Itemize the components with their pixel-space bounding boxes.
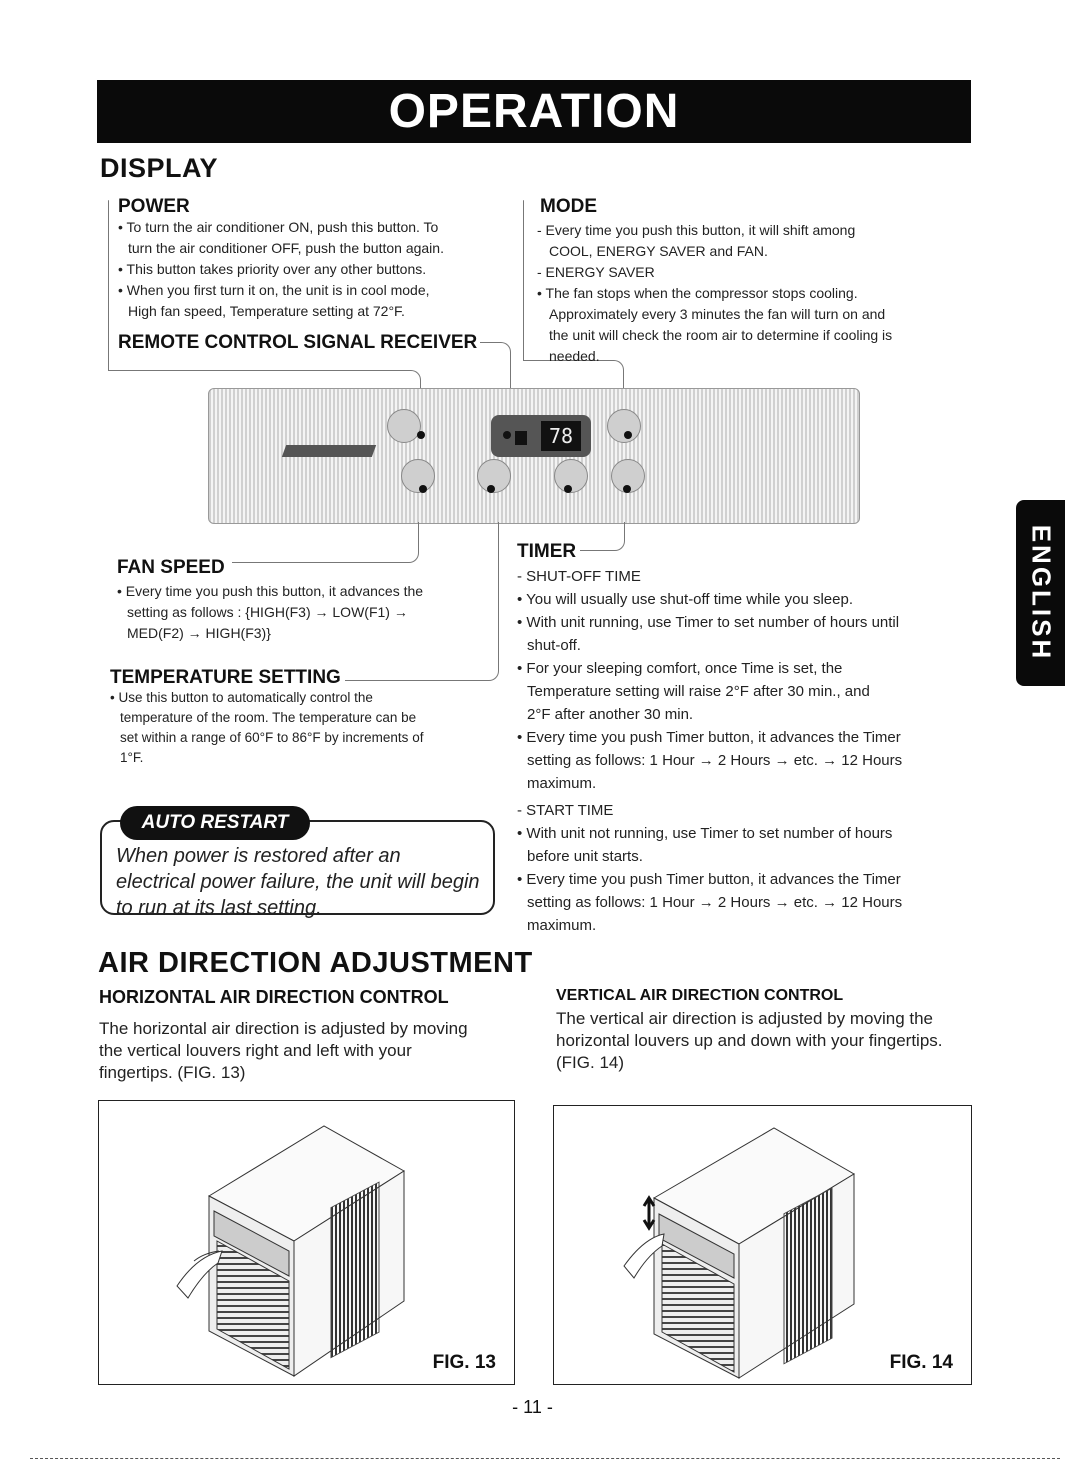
vertical-text (556, 1008, 976, 1074)
power-line: • To turn the air conditioner ON, push this button. To (118, 219, 439, 235)
timer-line: 2°F after another 30 min. (527, 706, 694, 723)
air-conditioner-illustration (554, 1106, 970, 1383)
callout-dot (623, 485, 631, 493)
receiver-sensor-icon (515, 431, 527, 445)
figure-13 (98, 1100, 515, 1385)
callout-dot (419, 485, 427, 493)
display-heading: DISPLAY (100, 153, 219, 183)
auto-restart-line: electrical power failure, the unit will begin (116, 871, 480, 893)
timer-line: - START TIME (517, 802, 614, 819)
timer-title: TIMER (517, 541, 577, 562)
power-line: • When you first turn it on, the unit is in cool mode, (118, 282, 430, 298)
mode-callout-line (523, 200, 524, 360)
callout-dot (487, 485, 495, 493)
callout-dot (417, 431, 425, 439)
auto-restart-title: AUTO RESTART (120, 806, 310, 840)
timer-text (517, 565, 977, 937)
temperature-line: 1°F. (120, 750, 144, 765)
mode-line: the unit will check the room air to determine if cooling is (549, 327, 893, 343)
vertical-line: (FIG. 14) (556, 1053, 625, 1072)
mode-text (537, 220, 967, 367)
power-line: • This button takes priority over any other buttons. (118, 261, 427, 277)
power-line: High fan speed, Temperature setting at 72°F. (128, 303, 405, 319)
mode-line: COOL, ENERGY SAVER and FAN. (549, 243, 768, 259)
power-button-icon (387, 409, 421, 443)
timer-line: • Every time you push Timer button, it advances the Timer (517, 729, 901, 746)
mode-line: - ENERGY SAVER (537, 264, 655, 280)
power-text (118, 217, 503, 322)
timer-line: setting as follows: 1 Hour → 2 Hours → etc. → 12 Hours (527, 894, 903, 911)
display-readout: 78 (541, 421, 581, 451)
fan-speed-line: setting as follows : {HIGH(F3) → LOW(F1) → (127, 604, 408, 620)
language-tab (1016, 500, 1065, 686)
power-callout-line (108, 200, 109, 370)
timer-line: setting as follows: 1 Hour → 2 Hours → etc. → 12 Hours (527, 752, 903, 769)
timer-line: • With unit not running, use Timer to set number of hours (517, 825, 893, 842)
page-banner: OPERATION (97, 80, 971, 143)
temperature-line: set within a range of 60°F to 86°F by increments of (120, 730, 424, 745)
timer-line: before unit starts. (527, 848, 643, 865)
auto-restart-line: to run at its last setting. (116, 897, 322, 919)
mode-title: MODE (540, 196, 597, 217)
horizontal-line: fingertips. (FIG. 13) (99, 1063, 246, 1082)
fan-speed-line: MED(F2) → HIGH(F3)} (127, 625, 271, 641)
control-panel-illustration (208, 388, 860, 524)
timer-line: maximum. (527, 775, 597, 792)
fan-speed-button-icon (401, 459, 435, 493)
mode-line: needed. (549, 348, 600, 364)
air-direction-heading: AIR DIRECTION ADJUSTMENT (98, 947, 533, 979)
air-conditioner-illustration (99, 1101, 513, 1383)
timer-line: Temperature setting will raise 2°F after 30 min., and (527, 683, 870, 700)
callout-dot (624, 431, 632, 439)
figure-14 (553, 1105, 972, 1385)
timer-line: • You will usually use shut-off time while you sleep. (517, 591, 853, 608)
language-tab-label: ENGLISH (1026, 524, 1056, 662)
fan-speed-text (117, 581, 497, 644)
timer-line: shut-off. (527, 637, 581, 654)
power-title: POWER (118, 196, 190, 217)
temperature-text (110, 688, 500, 768)
horizontal-line: the vertical louvers right and left with your (99, 1041, 412, 1060)
timer-line: maximum. (527, 917, 597, 934)
auto-restart-line: When power is restored after an (116, 845, 401, 867)
callout-dot (564, 485, 572, 493)
vertical-line: The vertical air direction is adjusted by moving the (556, 1009, 934, 1028)
temperature-line: • Use this button to automatically control the (110, 690, 373, 705)
power-line: turn the air conditioner OFF, push the button again. (128, 240, 444, 256)
mode-line: - Every time you push this button, it will shift among (537, 222, 856, 238)
mode-button-icon (607, 409, 641, 443)
vertical-line: horizontal louvers up and down with your fingertips. (556, 1031, 943, 1050)
mode-line: • The fan stops when the compressor stops cooling. (537, 285, 858, 301)
horizontal-text (99, 1018, 519, 1084)
timer-callout-line (580, 522, 625, 551)
timer-line: • With unit running, use Timer to set number of hours until (517, 614, 900, 631)
fan-speed-title: FAN SPEED (117, 557, 225, 578)
horizontal-title: HORIZONTAL AIR DIRECTION CONTROL (99, 987, 449, 1007)
horizontal-line: The horizontal air direction is adjusted by moving (99, 1019, 468, 1038)
page-number: - 11 - (512, 1397, 553, 1417)
brand-logo (282, 445, 376, 457)
fig-14-label: FIG. 14 (889, 1352, 953, 1373)
remote-receiver-title: REMOTE CONTROL SIGNAL RECEIVER (118, 332, 478, 353)
bottom-rule (30, 1458, 1060, 1459)
timer-line: • For your sleeping comfort, once Time is set, the (517, 660, 843, 677)
auto-restart-text (116, 843, 491, 921)
temperature-line: temperature of the room. The temperature can be (120, 710, 417, 725)
fig-13-label: FIG. 13 (432, 1352, 496, 1373)
mode-line: Approximately every 3 minutes the fan will turn on and (549, 306, 886, 322)
timer-line: • Every time you push Timer button, it advances the Timer (517, 871, 901, 888)
callout-dot (503, 431, 511, 439)
fan-speed-line: • Every time you push this button, it advances the (117, 583, 424, 599)
timer-line: - SHUT-OFF TIME (517, 568, 641, 585)
temperature-title: TEMPERATURE SETTING (110, 667, 341, 688)
vertical-title: VERTICAL AIR DIRECTION CONTROL (556, 987, 844, 1004)
